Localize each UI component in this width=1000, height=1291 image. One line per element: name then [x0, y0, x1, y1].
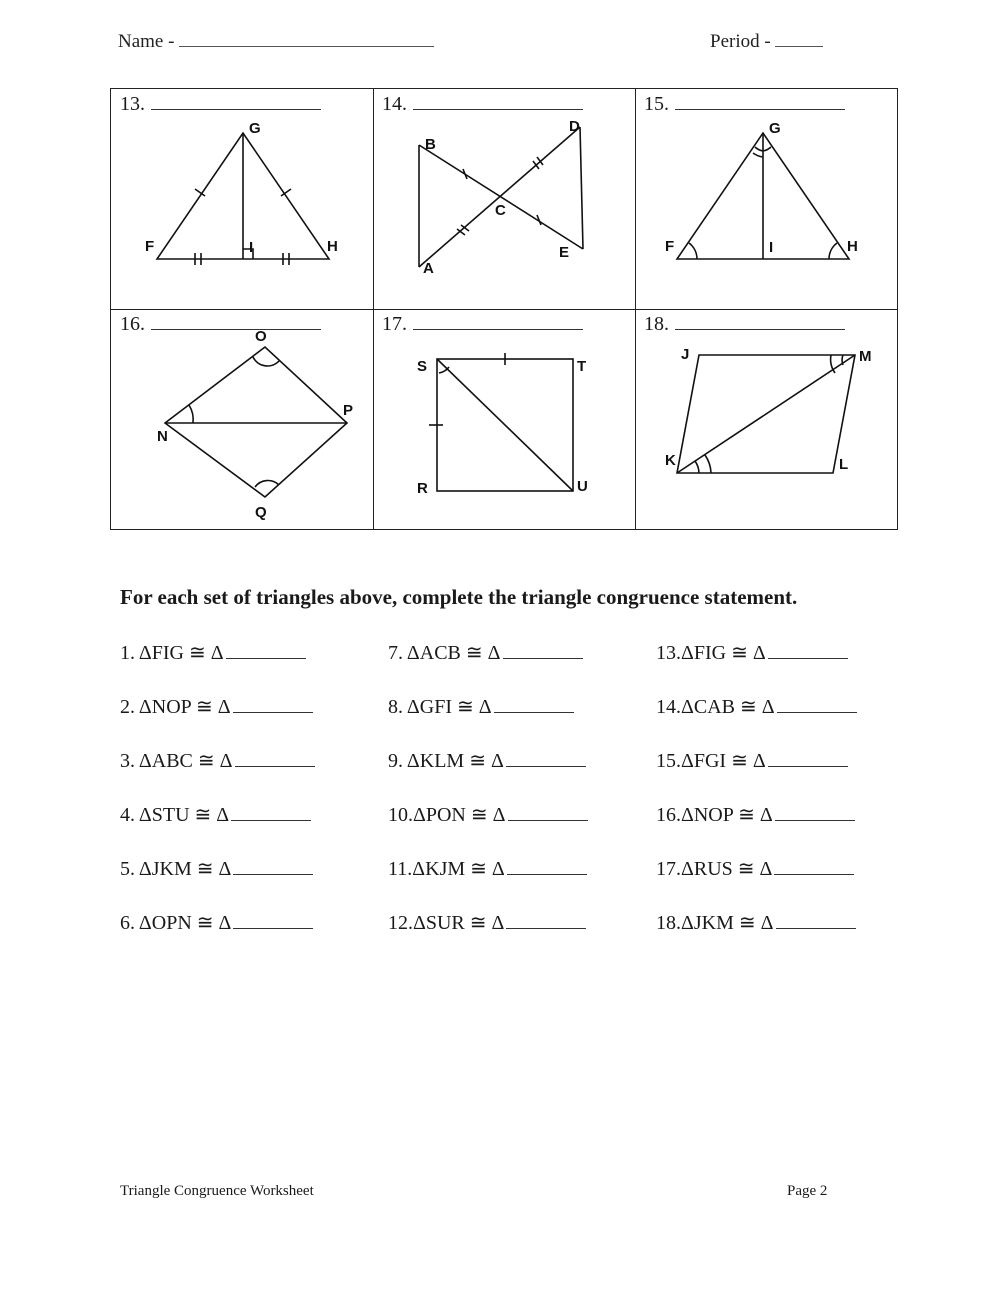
statement-17[interactable]: 17.ΔRUS ≅ Δ — [656, 856, 854, 881]
diagram-15-figure — [635, 89, 899, 309]
answer-blank[interactable] — [503, 640, 583, 659]
point-label: P — [343, 402, 354, 419]
name-blank[interactable] — [179, 32, 434, 47]
statement-18[interactable]: 18.ΔJKM ≅ Δ — [656, 910, 856, 935]
diagram-18-figure — [635, 309, 899, 531]
point-label: K — [665, 452, 676, 469]
statement-13[interactable]: 13.ΔFIG ≅ Δ — [656, 640, 848, 665]
name-label: Name - — [118, 31, 175, 52]
diagram-13-figure — [111, 89, 373, 309]
statement-12[interactable]: 12.ΔSUR ≅ Δ — [388, 910, 586, 935]
point-label: S — [417, 358, 428, 375]
point-label: R — [417, 480, 428, 497]
statement-3[interactable]: 3. ΔABC ≅ Δ — [120, 748, 315, 773]
statement-4[interactable]: 4. ΔSTU ≅ Δ — [120, 802, 311, 827]
diagram-number: 17. — [382, 311, 583, 336]
answer-blank[interactable] — [494, 694, 574, 713]
answer-blank[interactable] — [231, 802, 311, 821]
page-number: Page 2 — [787, 1183, 828, 1199]
diagram-16-figure — [111, 309, 373, 531]
period-label: Period - — [710, 31, 771, 52]
answer-blank[interactable] — [506, 748, 586, 767]
point-label: U — [577, 478, 588, 495]
point-label: F — [665, 238, 675, 255]
point-label: H — [327, 238, 338, 255]
point-label: B — [425, 136, 436, 153]
answer-blank[interactable] — [774, 856, 854, 875]
point-label: N — [157, 428, 168, 445]
point-label: C — [495, 202, 506, 219]
answer-blank[interactable] — [768, 640, 848, 659]
point-label: J — [681, 346, 690, 363]
footer-title: Triangle Congruence Worksheet — [120, 1183, 314, 1199]
period-field[interactable] — [710, 31, 823, 53]
diagram-grid — [110, 88, 898, 530]
diagram-number: 13. — [120, 91, 321, 116]
diagram-14-figure — [373, 89, 635, 309]
name-field[interactable] — [118, 31, 434, 53]
diagram-number: 15. — [644, 91, 845, 116]
point-label: Q — [255, 504, 267, 521]
statement-14[interactable]: 14.ΔCAB ≅ Δ — [656, 694, 857, 719]
point-label: H — [847, 238, 858, 255]
answer-blank[interactable] — [235, 748, 315, 767]
statement-15[interactable]: 15.ΔFGI ≅ Δ — [656, 748, 848, 773]
answer-blank[interactable] — [233, 694, 313, 713]
answer-blank[interactable] — [506, 910, 586, 929]
diagram-number: 18. — [644, 311, 845, 336]
answer-blank[interactable] — [776, 910, 856, 929]
point-label: D — [569, 118, 580, 135]
answer-blank[interactable] — [233, 910, 313, 929]
point-label: M — [859, 348, 872, 365]
point-label: G — [249, 120, 261, 137]
statement-8[interactable]: 8. ΔGFI ≅ Δ — [388, 694, 574, 719]
point-label: T — [577, 358, 587, 375]
statement-9[interactable]: 9. ΔKLM ≅ Δ — [388, 748, 586, 773]
answer-blank[interactable] — [507, 856, 587, 875]
point-label: E — [559, 244, 570, 261]
answer-blank[interactable] — [768, 748, 848, 767]
diagram-15 — [635, 89, 899, 309]
point-label: O — [255, 328, 267, 345]
point-label: F — [145, 238, 155, 255]
answer-blank[interactable] — [775, 802, 855, 821]
answer-blank[interactable] — [233, 856, 313, 875]
statement-10[interactable]: 10.ΔPON ≅ Δ — [388, 802, 588, 827]
diagram-13 — [111, 89, 373, 309]
instruction-text: For each set of triangles above, complete the triangle congruence statement. — [120, 585, 798, 609]
statement-7[interactable]: 7. ΔACB ≅ Δ — [388, 640, 583, 665]
diagram-14 — [373, 89, 635, 309]
diagram-16 — [111, 309, 373, 531]
point-label: I — [249, 239, 254, 256]
statement-6[interactable]: 6. ΔOPN ≅ Δ — [120, 910, 313, 935]
point-label: G — [769, 120, 781, 137]
statement-2[interactable]: 2. ΔNOP ≅ Δ — [120, 694, 313, 719]
statement-16[interactable]: 16.ΔNOP ≅ Δ — [656, 802, 855, 827]
answer-blank[interactable] — [226, 640, 306, 659]
diagram-18 — [635, 309, 899, 531]
point-label: L — [839, 456, 849, 473]
statement-5[interactable]: 5. ΔJKM ≅ Δ — [120, 856, 313, 881]
statement-11[interactable]: 11.ΔKJM ≅ Δ — [388, 856, 587, 881]
diagram-number: 16. — [120, 311, 321, 336]
statement-1[interactable]: 1. ΔFIG ≅ Δ — [120, 640, 306, 665]
diagram-number: 14. — [382, 91, 583, 116]
answer-blank[interactable] — [508, 802, 588, 821]
point-label: I — [769, 239, 774, 256]
period-blank[interactable] — [775, 32, 823, 47]
answer-blank[interactable] — [777, 694, 857, 713]
diagram-17 — [373, 309, 635, 531]
diagram-17-figure — [373, 309, 635, 531]
point-label: A — [423, 260, 434, 277]
